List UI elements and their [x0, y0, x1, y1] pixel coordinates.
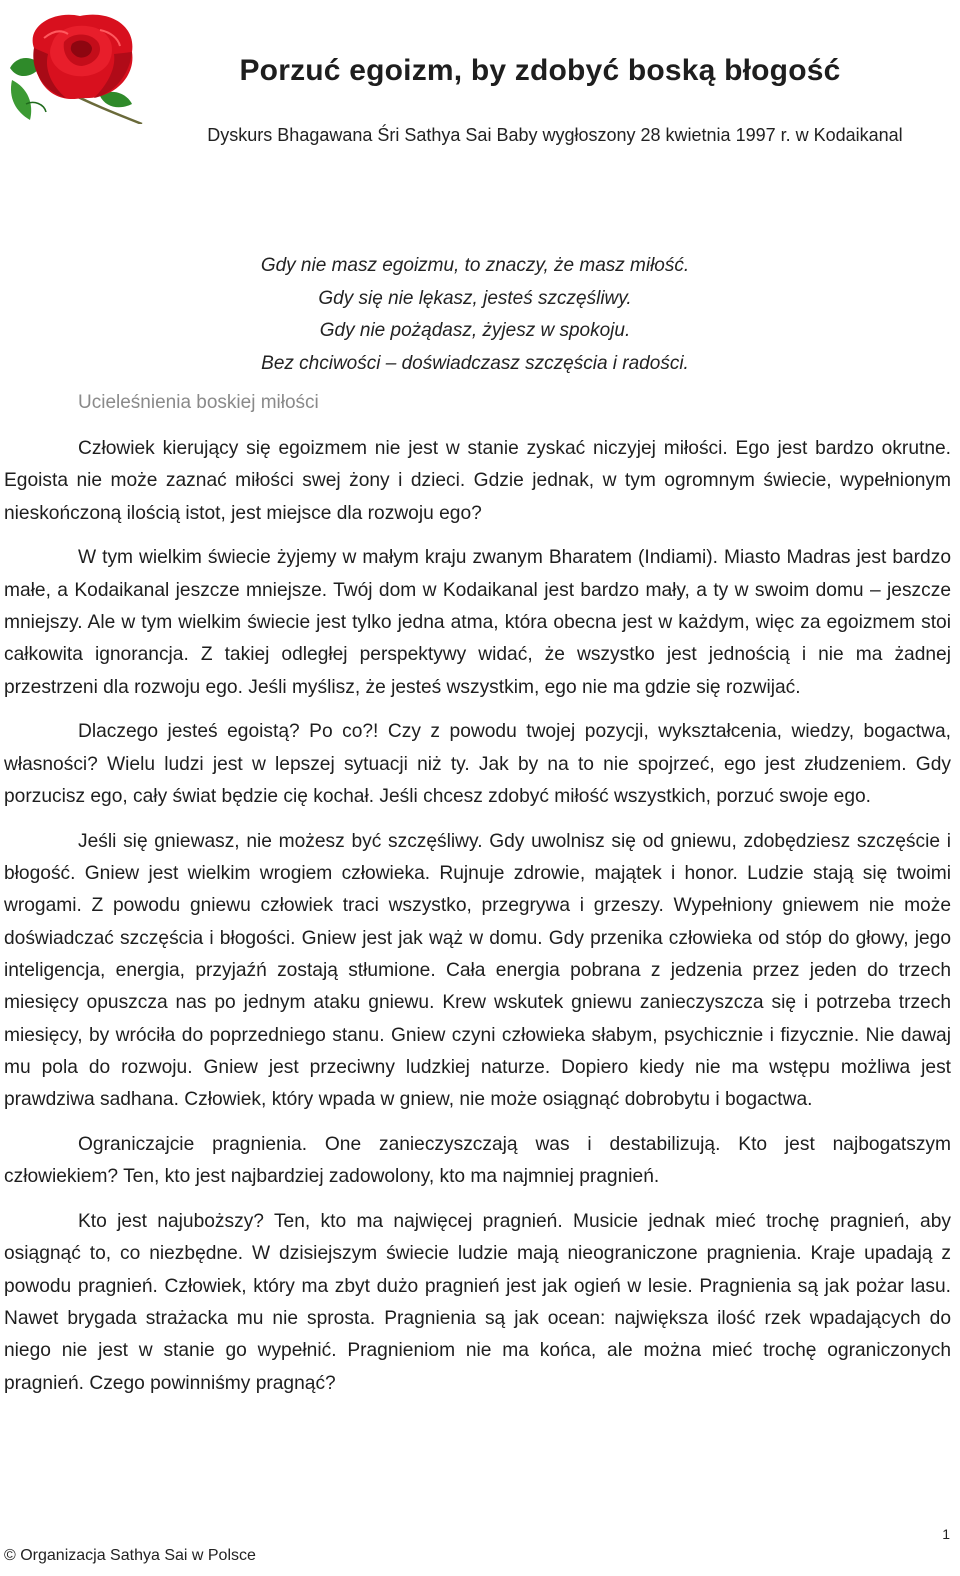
paragraph: Dlaczego jesteś egoistą? Po co?! Czy z powodu twojej pozycji, wykształcenia, wiedzy, bogactwa, własności? Wielu ludzi jest w lepszej sytuacji niż ty. Jak by na to nie spojrzeć, ego jest złudzeniem. Gdy porzucisz ego, cały świat będzie cię kochał. Jeśli chcesz zdobyć miłość wszystkich, porzuć swoje ego. [4, 721, 951, 807]
footer-copyright: © Organizacja Sathya Sai w Polsce [4, 1547, 256, 1564]
paragraph: W tym wielkim świecie żyjemy w małym kraju zwanym Bharatem (Indiami). Miasto Madras jest bardzo małe, a Kodaikanal jeszcze mniejsze. Twój dom w Kodaikanal jest bardzo mały, a ty w swoim domu – jeszcze mniejszy. Ale w tym wielkim świecie jest tylko jedna atma, która obecna jest w każdym, więc za egoizmem stoi całkowita ignorancja. Z takiej odległej perspektywy widać, że wszystko jest jednością i nie ma żadnej przestrzeni dla rozwoju ego. Jeśli myślisz, że jesteś wszystkim, ego nie ma gdzie się rozwijać. [4, 547, 951, 698]
paragraph: Ograniczajcie pragnienia. One zanieczyszczają was i destabilizują. Kto jest najbogatszym człowiekiem? Ten, kto jest najbardziej zadowolony, kto ma najmniej pragnień. [4, 1133, 951, 1188]
document-subtitle: Dyskurs Bhagawana Śri Sathya Sai Baby wygłoszony 28 kwietnia 1997 r. w Kodaikanal [207, 125, 903, 145]
paragraph: Jeśli się gniewasz, nie możesz być szczęśliwy. Gdy uwolnisz się od gniewu, zdobędziesz szczęście i błogość. Gniew jest wielkim wrogiem człowieka. Rujnuje zdrowie, majątek i honor. Ludzie stają się twoimi wrogami. Z powodu gniewu człowiek traci wszystko, przegrywa i grzeszy. Wypełniony gniewem nie może doświadczać szczęścia i błogości. Gniew jest jak wąż w domu. Gdy przenika człowieka od stóp do głowy, jego inteligencja, energia, przyjaźń zostają stłumione. Cała energia pobrana z jedzenia przez jeden do trzech miesięcy opuszcza nas po jednym ataku gniewu. Krew wskutek gniewu zanieczyszcza się i potrzeba trzech miesięcy, by wróciła do poprzedniego stanu. Gniew czyni człowieka słabym, psychicznie i fizycznie. Nie dawaj mu pola do rozwoju. Gniew jest przeciwny ludzkiej naturze. Dopiero kiedy nie ma wstępu możliwa jest prawdziwa sadhana. Człowiek, który wpada w gniew, nie może osiągnąć dobrobytu i bogactwa. [4, 830, 951, 1111]
opening-poem [150, 250, 800, 380]
page-number: 1 [942, 1526, 950, 1542]
paragraph: Człowiek kierujący się egoizmem nie jest w stanie zyskać niczyjej miłości. Ego jest bardzo okrutne. Egoista nie może zaznać miłości swej żony i dzieci. Gdzie jednak, w tym ogromnym świecie, wypełnionym nieskończoną ilością istot, jest miejsce dla rozwoju ego? [4, 438, 951, 524]
greeting: Ucieleśnienia boskiej miłości [78, 392, 319, 413]
poem-line: Gdy nie pożądasz, żyjesz w spokoju. [319, 320, 631, 341]
poem-line: Gdy nie masz egoizmu, to znaczy, że masz miłość. [260, 255, 690, 276]
paragraph: Kto jest najuboższy? Ten, kto ma najwięcej pragnień. Musicie jednak mieć trochę pragnień, aby osiągnąć to, co niezbędne. W dzisiejszym świecie ludzie mają nieograniczone pragnienia. Kraje upadają z powodu pragnień. Człowiek, który ma zbyt dużo pragnień jest jak ogień w lesie. Pragnienia są jak pożar lasu. Nawet brygada strażacka mu nie sprosta. Pragnienia są jak ocean: największa ilość rzek wpadających do niego nie jest w stanie go wypełnić. Pragnieniom nie ma końca, ale można mieć trochę ograniczonych pragnień. Czego powinniśmy pragnąć? [4, 1211, 951, 1394]
discourse-body [4, 433, 951, 1412]
poem-line: Gdy się nie lękasz, jesteś szczęśliwy. [318, 287, 632, 309]
rose-logo-image [4, 8, 144, 124]
document-title: Porzuć egoizm, by zdobyć boską błogość [239, 54, 841, 87]
poem-line: Bez chciwości – doświadczasz szczęścia i radości. [261, 352, 689, 374]
